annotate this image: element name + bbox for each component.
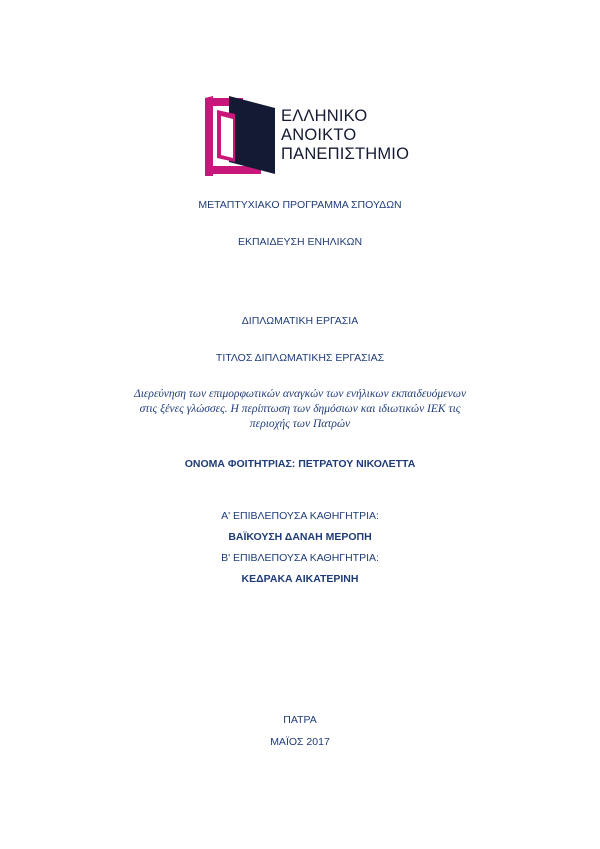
date: ΜΑΪΟΣ 2017 (270, 736, 330, 748)
field-of-study: ΕΚΠΑΙΔΕΥΣΗ ΕΝΗΛΙΚΩΝ (237, 236, 363, 248)
thesis-title-line-2: στις ξένες γλώσσες. Η περίπτωση των δημόσιων και ιδιωτικών ΙΕΚ τις (139, 403, 461, 415)
logo-line-1: ΕΛΛΗΝΙΚΟ (281, 107, 368, 125)
title-label: ΤΙΤΛΟΣ ΔΙΠΛΩΜΑΤΙΚΗΣ ΕΡΓΑΣΙΑΣ (215, 352, 385, 364)
university-logo-mark-icon (205, 96, 277, 176)
thesis-title (80, 387, 520, 432)
university-logo-wordmark (281, 107, 409, 164)
university-logo (205, 96, 410, 176)
program-name: ΜΕΤΑΠΤΥΧΙΑΚΟ ΠΡΟΓΡΑΜΜΑ ΣΠΟΥΔΩΝ (198, 199, 402, 211)
logo-line-2: ΑΝΟΙΚΤΟ (281, 126, 357, 144)
document-type: ΔΙΠΛΩΜΑΤΙΚΗ ΕΡΓΑΣΙΑ (241, 315, 359, 327)
supervisor-b-label: Β' ΕΠΙΒΛΕΠΟΥΣΑ ΚΑΘΗΓΗΤΡΙΑ: (221, 552, 379, 564)
supervisor-a-name: ΒΑΪΚΟΥΣΗ ΔΑΝΑΗ ΜΕΡΟΠΗ (228, 531, 372, 543)
city: ΠΑΤΡΑ (283, 714, 317, 726)
thesis-title-line-1: Διερεύνηση των επιμορφωτικών αναγκών των ενήλικων εκπαιδευόμενων (133, 388, 467, 400)
supervisor-a-label: Α' ΕΠΙΒΛΕΠΟΥΣΑ ΚΑΘΗΓΗΤΡΙΑ: (221, 510, 379, 522)
supervisor-b-name: ΚΕΔΡΑΚΑ ΑΙΚΑΤΕΡΙΝΗ (241, 573, 359, 585)
logo-line-3: ΠΑΝΕΠΙΣΤΗΜΙΟ (281, 145, 410, 163)
student-name: ΟΝΟΜΑ ΦΟΙΤΗΤΡΙΑΣ: ΠΕΤΡΑΤΟΥ ΝΙΚΟΛΕΤΤΑ (184, 458, 416, 470)
thesis-title-line-3: περιοχής των Πατρών (249, 418, 351, 430)
